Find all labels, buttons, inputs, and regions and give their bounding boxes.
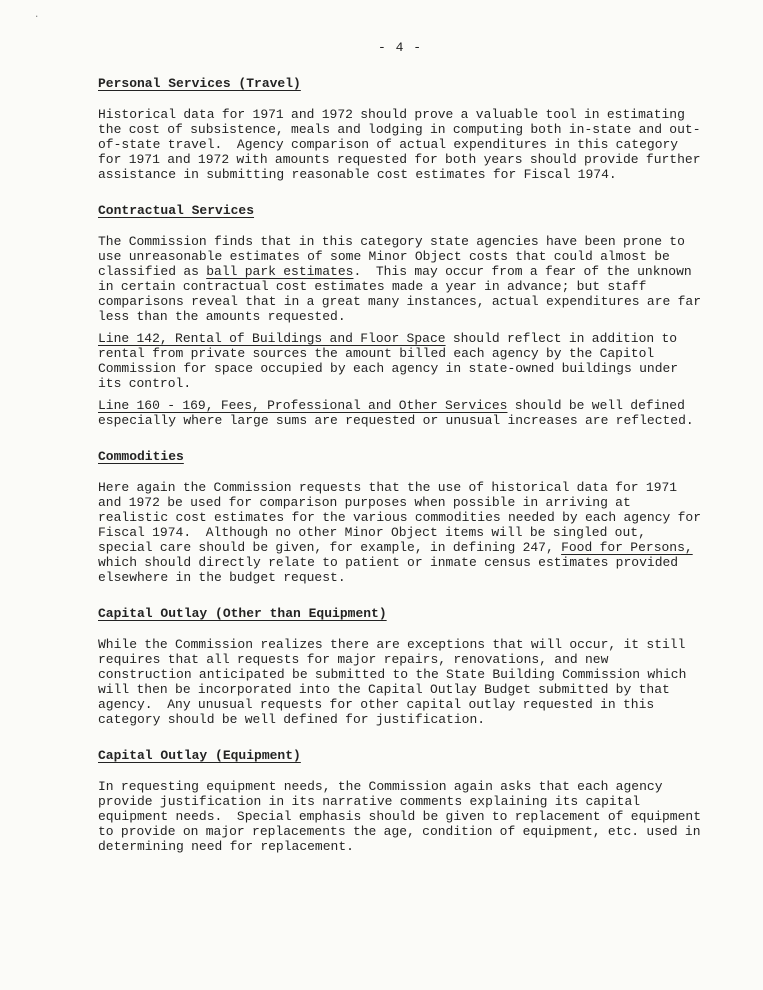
section-heading: Contractual Services	[98, 203, 255, 218]
underlined-phrase: Line 142, Rental of Buildings and Floor Space	[98, 331, 446, 346]
text-segment: should reflect in addition to rental from private sources the amount billed each agency by the Capitol Commission for space occupied by each agency in state-owned buildings under its control.	[98, 331, 686, 391]
underlined-phrase: Food for Persons,	[561, 540, 693, 555]
section-capital-outlay-other	[98, 606, 702, 727]
section-heading: Personal Services (Travel)	[98, 76, 301, 91]
paragraph	[98, 637, 702, 727]
section-commodities	[98, 449, 709, 585]
paragraph	[98, 234, 709, 324]
text-segment: Historical data for 1971 and 1972 should prove a valuable tool in estimating the cost of subsistence, meals and lodging in computing both in-state and out-of-state travel. Agency comparison of actual expenditures in this category for 1971 and 1972 with amounts requested for both years should provide further assistance in submitting reasonable cost estimates for Fiscal 1974.	[98, 107, 708, 182]
paragraph	[98, 779, 709, 854]
section-heading: Capital Outlay (Equipment)	[98, 748, 301, 763]
section-personal-services-travel	[98, 76, 708, 182]
text-segment: While the Commission realizes there are exceptions that will occur, it still requires that all requests for major repairs, renovations, and new construction anticipated be submitted to the State Building Commission which will then be incorporated into the Capital Outlay Budget submitted by that agency. Any unusual requests for other capital outlay requested in this category should be well defined for justification.	[98, 637, 694, 727]
paragraph	[98, 107, 708, 182]
document-content	[98, 40, 709, 861]
scan-artifact: ·	[34, 12, 40, 22]
text-segment: In requesting equipment needs, the Commission again asks that each agency provide justification in its narrative comments explaining its capital equipment needs. Special emphasis should be given to replacement of equipment to provide on major replacements the age, condition of equipment, etc. used in determining need for replacement.	[98, 779, 709, 854]
section-heading: Capital Outlay (Other than Equipment)	[98, 606, 387, 621]
text-segment: The Commission finds that in this category state agencies have been prone to use unreasonable estimates of some Minor Object costs that could almost be classified as	[98, 234, 693, 279]
paragraph	[98, 480, 709, 585]
text-segment: Here again the Commission requests that the use of historical data for 1971 and 1972 be used for comparison purposes when possible in arriving at realistic cost estimates for the various commodities needed by each agency for Fiscal 1974. Although no other Minor Object items will be singled out, special care should be given, for example, in defining 247,	[98, 480, 709, 555]
underlined-phrase: ball park estimates	[206, 264, 354, 279]
section-heading: Commodities	[98, 449, 184, 464]
text-segment: . This may occur from a fear of the unknown in certain contractual cost estimates made a year in advance; but staff comparisons reveal that in a great many instances, actual expenditures are far less than the amounts requested.	[98, 264, 709, 324]
section-capital-outlay-equipment	[98, 748, 709, 854]
paragraph	[98, 331, 702, 391]
page-number: - 4 -	[377, 40, 422, 55]
section-contractual-services	[98, 203, 709, 428]
paragraph	[98, 398, 702, 428]
text-segment: should be well defined especially where large sums are requested or unusual increases are reflected.	[98, 398, 694, 428]
text-segment: which should directly relate to patient or inmate census estimates provided elsewhere in the budget request.	[98, 540, 701, 585]
underlined-phrase: Line 160 - 169, Fees, Professional and Other Services	[98, 398, 508, 413]
